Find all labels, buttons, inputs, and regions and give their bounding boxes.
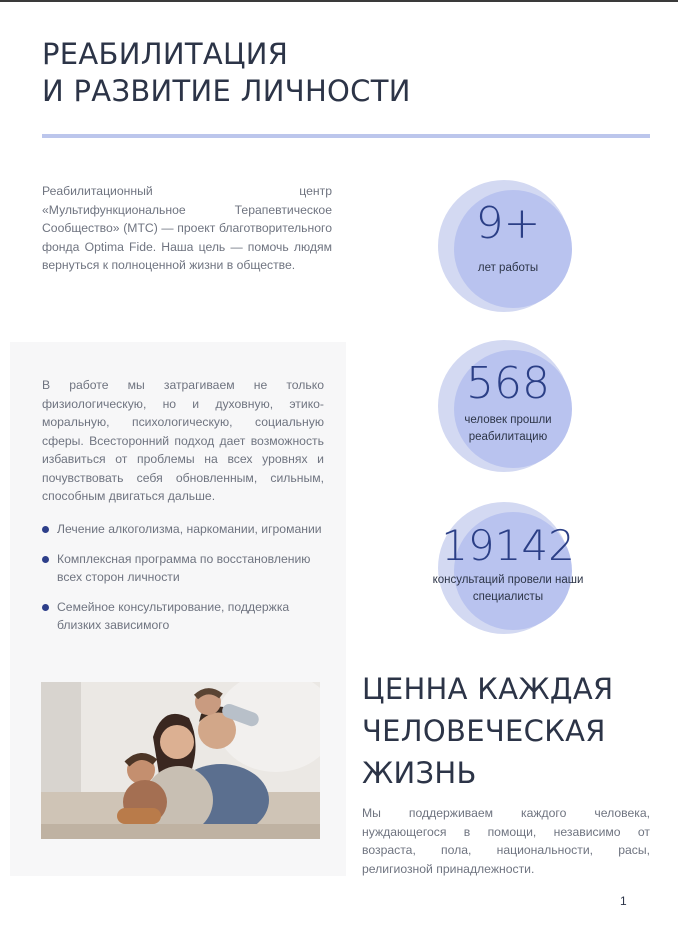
intro-paragraph: Реабилитационный центр «Мультифункциональное Терапевтическое Сообщество» (МТС) — проект благотворительного фонда Optima Fide. Наша цель — помочь людям вернуться к полноценной жизни в обществе. <box>42 184 332 272</box>
list-item <box>42 550 332 587</box>
list-item <box>42 598 332 635</box>
list-item-text: Комплексная программа по восстановлению всех сторон личности <box>57 551 311 584</box>
list-item-text: Лечение алкоголизма, наркомании, игромании <box>57 522 322 536</box>
list-item <box>42 520 332 539</box>
stat-value: 19142 <box>441 521 575 570</box>
page-title <box>42 36 411 110</box>
values-heading-line-3: ЖИЗНЬ <box>362 756 477 790</box>
top-border <box>0 0 678 2</box>
page-title-line-1: РЕАБИЛИТАЦИЯ <box>42 37 289 71</box>
values-heading-line-2: ЧЕЛОВЕЧЕСКАЯ <box>362 714 606 748</box>
stat-value: 568 <box>466 358 550 409</box>
stat-consultations <box>432 498 584 638</box>
page-title-line-2: И РАЗВИТИЕ ЛИЧНОСТИ <box>42 74 411 108</box>
services-list <box>42 520 332 646</box>
stat-rehabilitated <box>438 336 578 476</box>
values-heading-line-1: ЦЕННА КАЖДАЯ <box>362 672 614 706</box>
stat-caption: человек прошли реабилитацию <box>464 414 552 443</box>
stat-caption: консультаций провели наши специалисты <box>432 574 584 603</box>
bullet-icon <box>42 604 49 611</box>
family-photo-illustration <box>41 682 320 839</box>
list-item-text: Семейное консультирование, поддержка близких зависимого <box>57 599 290 632</box>
work-paragraph: В работе мы затрагиваем не только физиологическую, но и духовную, этико-моральную, психологическую, социальную сферы. Всесторонний подход дает возможность избавиться от проблемы на всех уровнях и почувствовать себя обновленным, сильным, способным двигаться дальше. <box>42 378 324 503</box>
family-photo <box>41 682 320 839</box>
stat-value: 9+ <box>475 198 541 249</box>
bullet-icon <box>42 526 49 533</box>
stat-caption: лет работы <box>477 262 539 274</box>
title-divider <box>42 134 650 138</box>
stat-years <box>438 176 578 316</box>
page-number: 1 <box>620 894 627 908</box>
values-heading <box>362 668 613 794</box>
values-paragraph: Мы поддерживаем каждого человека, нуждающегося в помощи, независимо от возраста, пола, национальности, расы, религиозной принадлежности. <box>362 806 650 876</box>
bullet-icon <box>42 556 49 563</box>
